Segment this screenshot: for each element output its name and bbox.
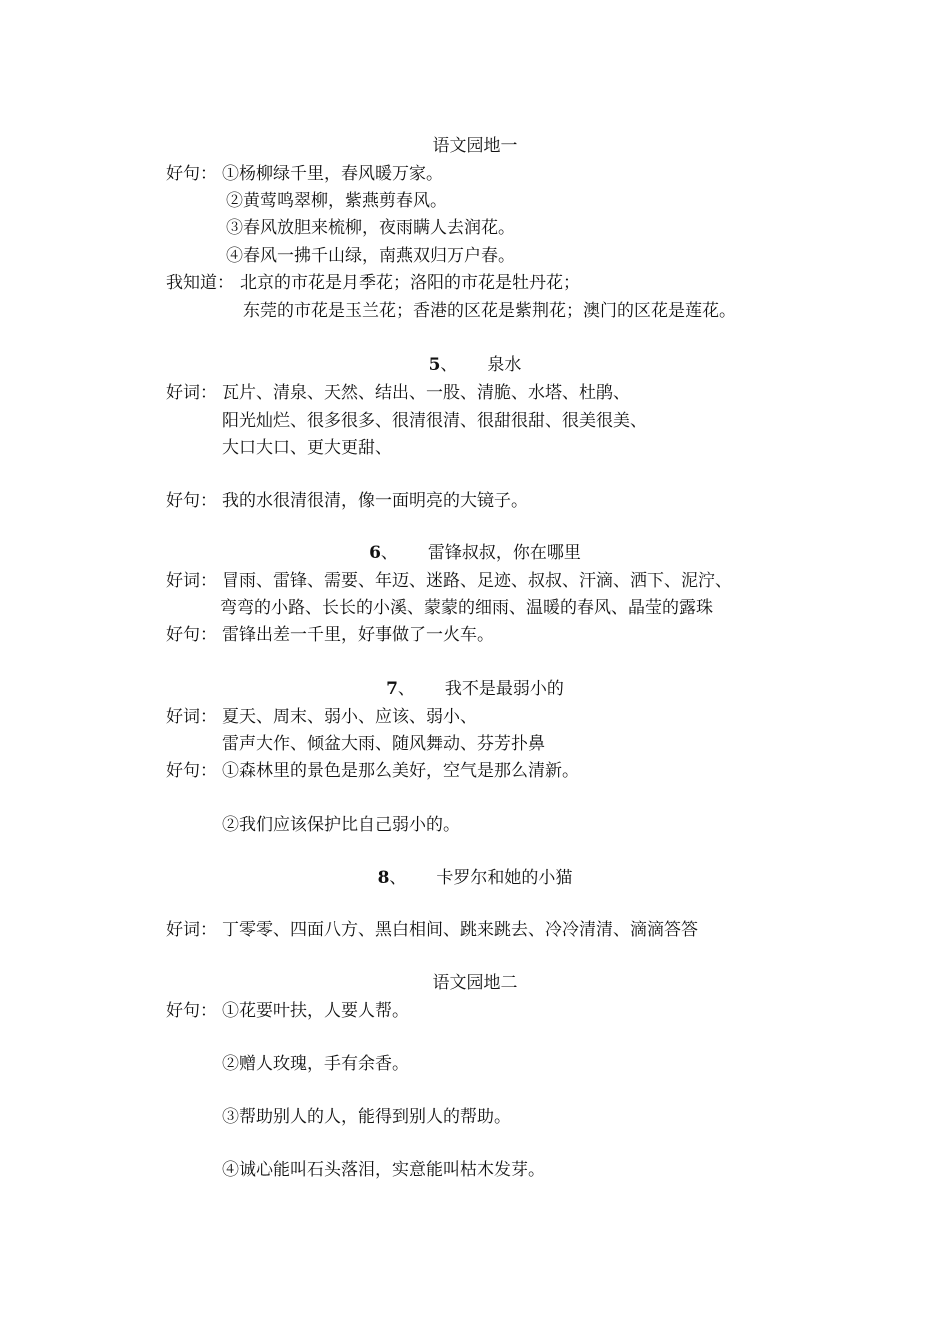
sentence-item: ①花要叶扶，人要人帮。 [222,1001,409,1021]
sentence-item: ③帮助别人的人，能得到别人的帮助。 [222,1107,511,1127]
words-line: 阳光灿烂、很多很多、很清很清、很甜很甜、很美很美、 [222,411,647,431]
section-title-garden2: 语文园地二 [432,973,518,993]
section-number: 8 [377,868,390,888]
section-separator: 、 [440,355,458,375]
words-line: 雷声大作、倾盆大雨、随风舞动、芬芳扑鼻 [222,734,545,754]
sentence-item: ③春风放胆来梳柳，夜雨瞒人去润花。 [226,218,515,238]
sentence-label: 好句： [166,761,217,781]
sentence-item: 雷锋出差一千里，好事做了一火车。 [222,625,494,645]
section-title-text: 卡罗尔和她的小猫 [436,868,573,888]
words-line: 弯弯的小路、长长的小溪、蒙蒙的细雨、温暖的春风、晶莹的露珠 [220,598,713,618]
section-number: 7 [386,679,398,699]
sentence-item: 我的水很清很清，像一面明亮的大镜子。 [222,491,528,511]
words-label: 好词： [166,920,217,940]
words-line: 瓦片、清泉、天然、结出、一股、清脆、水塔、杜鹃、 [222,383,630,403]
section-title-7 [0,678,950,700]
words-line: 冒雨、雷锋、需要、年迈、迷路、足迹、叔叔、汗滴、洒下、泥泞、 [222,571,732,591]
section-title-5 [0,354,950,376]
section-title-text: 泉水 [487,355,522,375]
section-title-text: 雷锋叔叔，你在哪里 [427,543,581,563]
sentence-item: ①杨柳绿千里，春风暖万家。 [222,164,443,184]
sentence-item: ②我们应该保护比自己弱小的。 [222,815,460,835]
section-number: 5 [428,355,441,375]
sentence-item: ④诚心能叫石头落泪，实意能叫枯木发芽。 [222,1160,545,1180]
know-line: 东莞的市花是玉兰花；香港的区花是紫荆花；澳门的区花是莲花。 [243,301,736,321]
section-title-garden1: 语文园地一 [432,136,518,156]
section-separator: 、 [389,868,407,888]
section-separator: 、 [397,679,415,699]
section-title-text: 我不是最弱小的 [444,679,564,699]
sentence-label: 好句： [166,1001,217,1021]
know-label: 我知道： [166,273,234,293]
section-number: 6 [369,543,381,563]
sentence-item: ②黄莺鸣翠柳，紫燕剪春风。 [226,191,447,211]
sentence-item: ②赠人玫瑰，手有余香。 [222,1054,409,1074]
sentence-label: 好句： [166,164,217,184]
words-line: 大口大口、更大更甜、 [222,438,392,458]
words-label: 好词： [166,383,217,403]
sentence-item: ①森林里的景色是那么美好，空气是那么清新。 [222,761,579,781]
sentence-item: ④春风一拂千山绿，南燕双归万户春。 [226,246,515,266]
know-line: 北京的市花是月季花；洛阳的市花是牡丹花； [240,273,580,293]
section-title-6 [0,542,950,564]
words-label: 好词： [166,571,217,591]
words-label: 好词： [166,707,217,727]
sentence-label: 好句： [166,625,217,645]
section-separator: 、 [380,543,398,563]
section-title-8 [0,867,950,889]
words-line: 夏天、周末、弱小、应该、弱小、 [222,707,477,727]
words-line: 丁零零、四面八方、黑白相间、跳来跳去、冷冷清清、滴滴答答 [222,920,698,940]
sentence-label: 好句： [166,491,217,511]
